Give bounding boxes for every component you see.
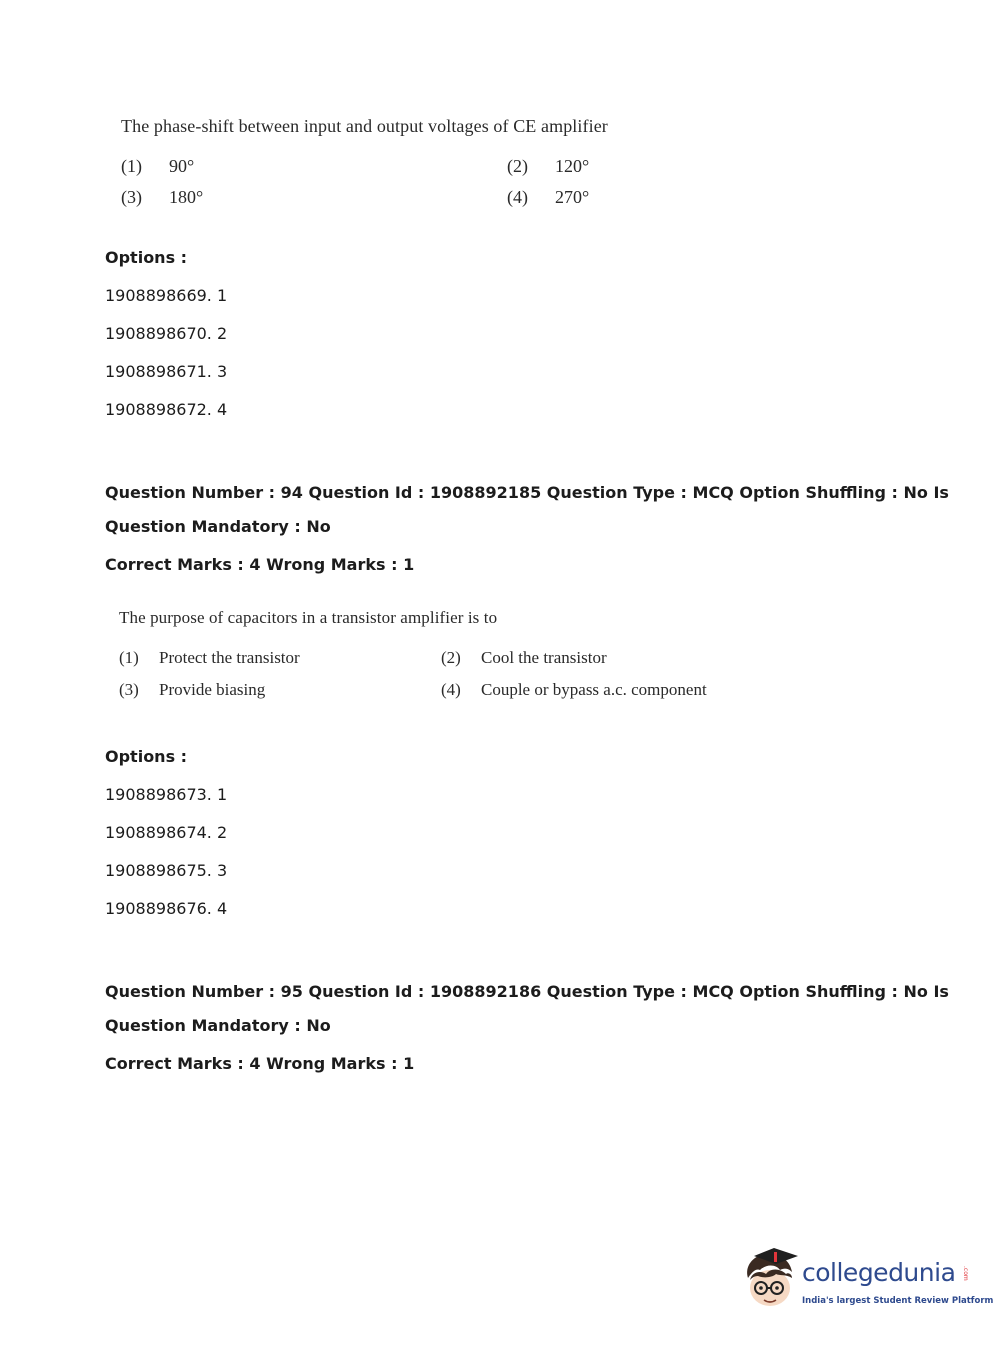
option-number: (4) bbox=[441, 680, 461, 699]
option-number: (1) bbox=[121, 156, 142, 176]
option-text: Provide biasing bbox=[159, 680, 266, 699]
option-text: Couple or bypass a.c. component bbox=[481, 680, 707, 699]
option-text: Protect the transistor bbox=[159, 648, 300, 667]
question-93-stem: The phase-shift between input and output voltages of CE amplifier bbox=[121, 116, 608, 136]
option-number: (4) bbox=[507, 187, 528, 207]
mascot-icon bbox=[740, 1244, 802, 1316]
question-94-header-line2: Question Mandatory : No bbox=[105, 517, 331, 536]
option-id-row: 1908898671. 3 bbox=[105, 362, 228, 381]
option-id-row: 1908898674. 2 bbox=[105, 823, 228, 842]
q94-option-2 bbox=[441, 648, 607, 668]
logo-com: .com bbox=[962, 1266, 969, 1281]
q94-option-1 bbox=[119, 648, 300, 668]
option-text: 120° bbox=[555, 156, 590, 176]
question-94-marks: Correct Marks : 4 Wrong Marks : 1 bbox=[105, 555, 415, 574]
question-95-header-line2: Question Mandatory : No bbox=[105, 1016, 331, 1035]
option-number: (3) bbox=[119, 680, 139, 699]
q93-option-2 bbox=[507, 156, 590, 177]
option-number: (2) bbox=[507, 156, 528, 176]
option-id-row: 1908898672. 4 bbox=[105, 400, 228, 419]
question-94-header-line1: Question Number : 94 Question Id : 1908892185 Question Type : MCQ Option Shuffling : No Is bbox=[105, 483, 949, 502]
option-number: (3) bbox=[121, 187, 142, 207]
q93-option-1 bbox=[121, 156, 195, 177]
option-text: Cool the transistor bbox=[481, 648, 607, 667]
question-95-header-line1: Question Number : 95 Question Id : 1908892186 Question Type : MCQ Option Shuffling : No Is bbox=[105, 982, 949, 1001]
q93-option-4 bbox=[507, 187, 590, 208]
options-label: Options : bbox=[105, 747, 188, 766]
option-text: 180° bbox=[169, 187, 204, 207]
q93-option-3 bbox=[121, 187, 204, 208]
option-id-row: 1908898676. 4 bbox=[105, 899, 228, 918]
option-number: (1) bbox=[119, 648, 139, 667]
option-id-row: 1908898670. 2 bbox=[105, 324, 228, 343]
question-94-block bbox=[119, 608, 739, 708]
logo-tagline: India's largest Student Review Platform bbox=[802, 1296, 994, 1306]
question-94-stem: The purpose of capacitors in a transistor amplifier is to bbox=[119, 608, 498, 627]
option-text: 90° bbox=[169, 156, 195, 176]
collegedunia-logo[interactable] bbox=[740, 1244, 994, 1316]
options-label: Options : bbox=[105, 248, 188, 267]
option-text: 270° bbox=[555, 187, 590, 207]
question-93-block bbox=[121, 116, 721, 216]
q94-option-4 bbox=[441, 680, 707, 700]
question-95-marks: Correct Marks : 4 Wrong Marks : 1 bbox=[105, 1054, 415, 1073]
option-id-row: 1908898675. 3 bbox=[105, 861, 228, 880]
option-id-row: 1908898673. 1 bbox=[105, 785, 228, 804]
option-id-row: 1908898669. 1 bbox=[105, 286, 228, 305]
option-number: (2) bbox=[441, 648, 461, 667]
logo-wordmark: collegedunia bbox=[802, 1258, 956, 1287]
q94-option-3 bbox=[119, 680, 266, 700]
